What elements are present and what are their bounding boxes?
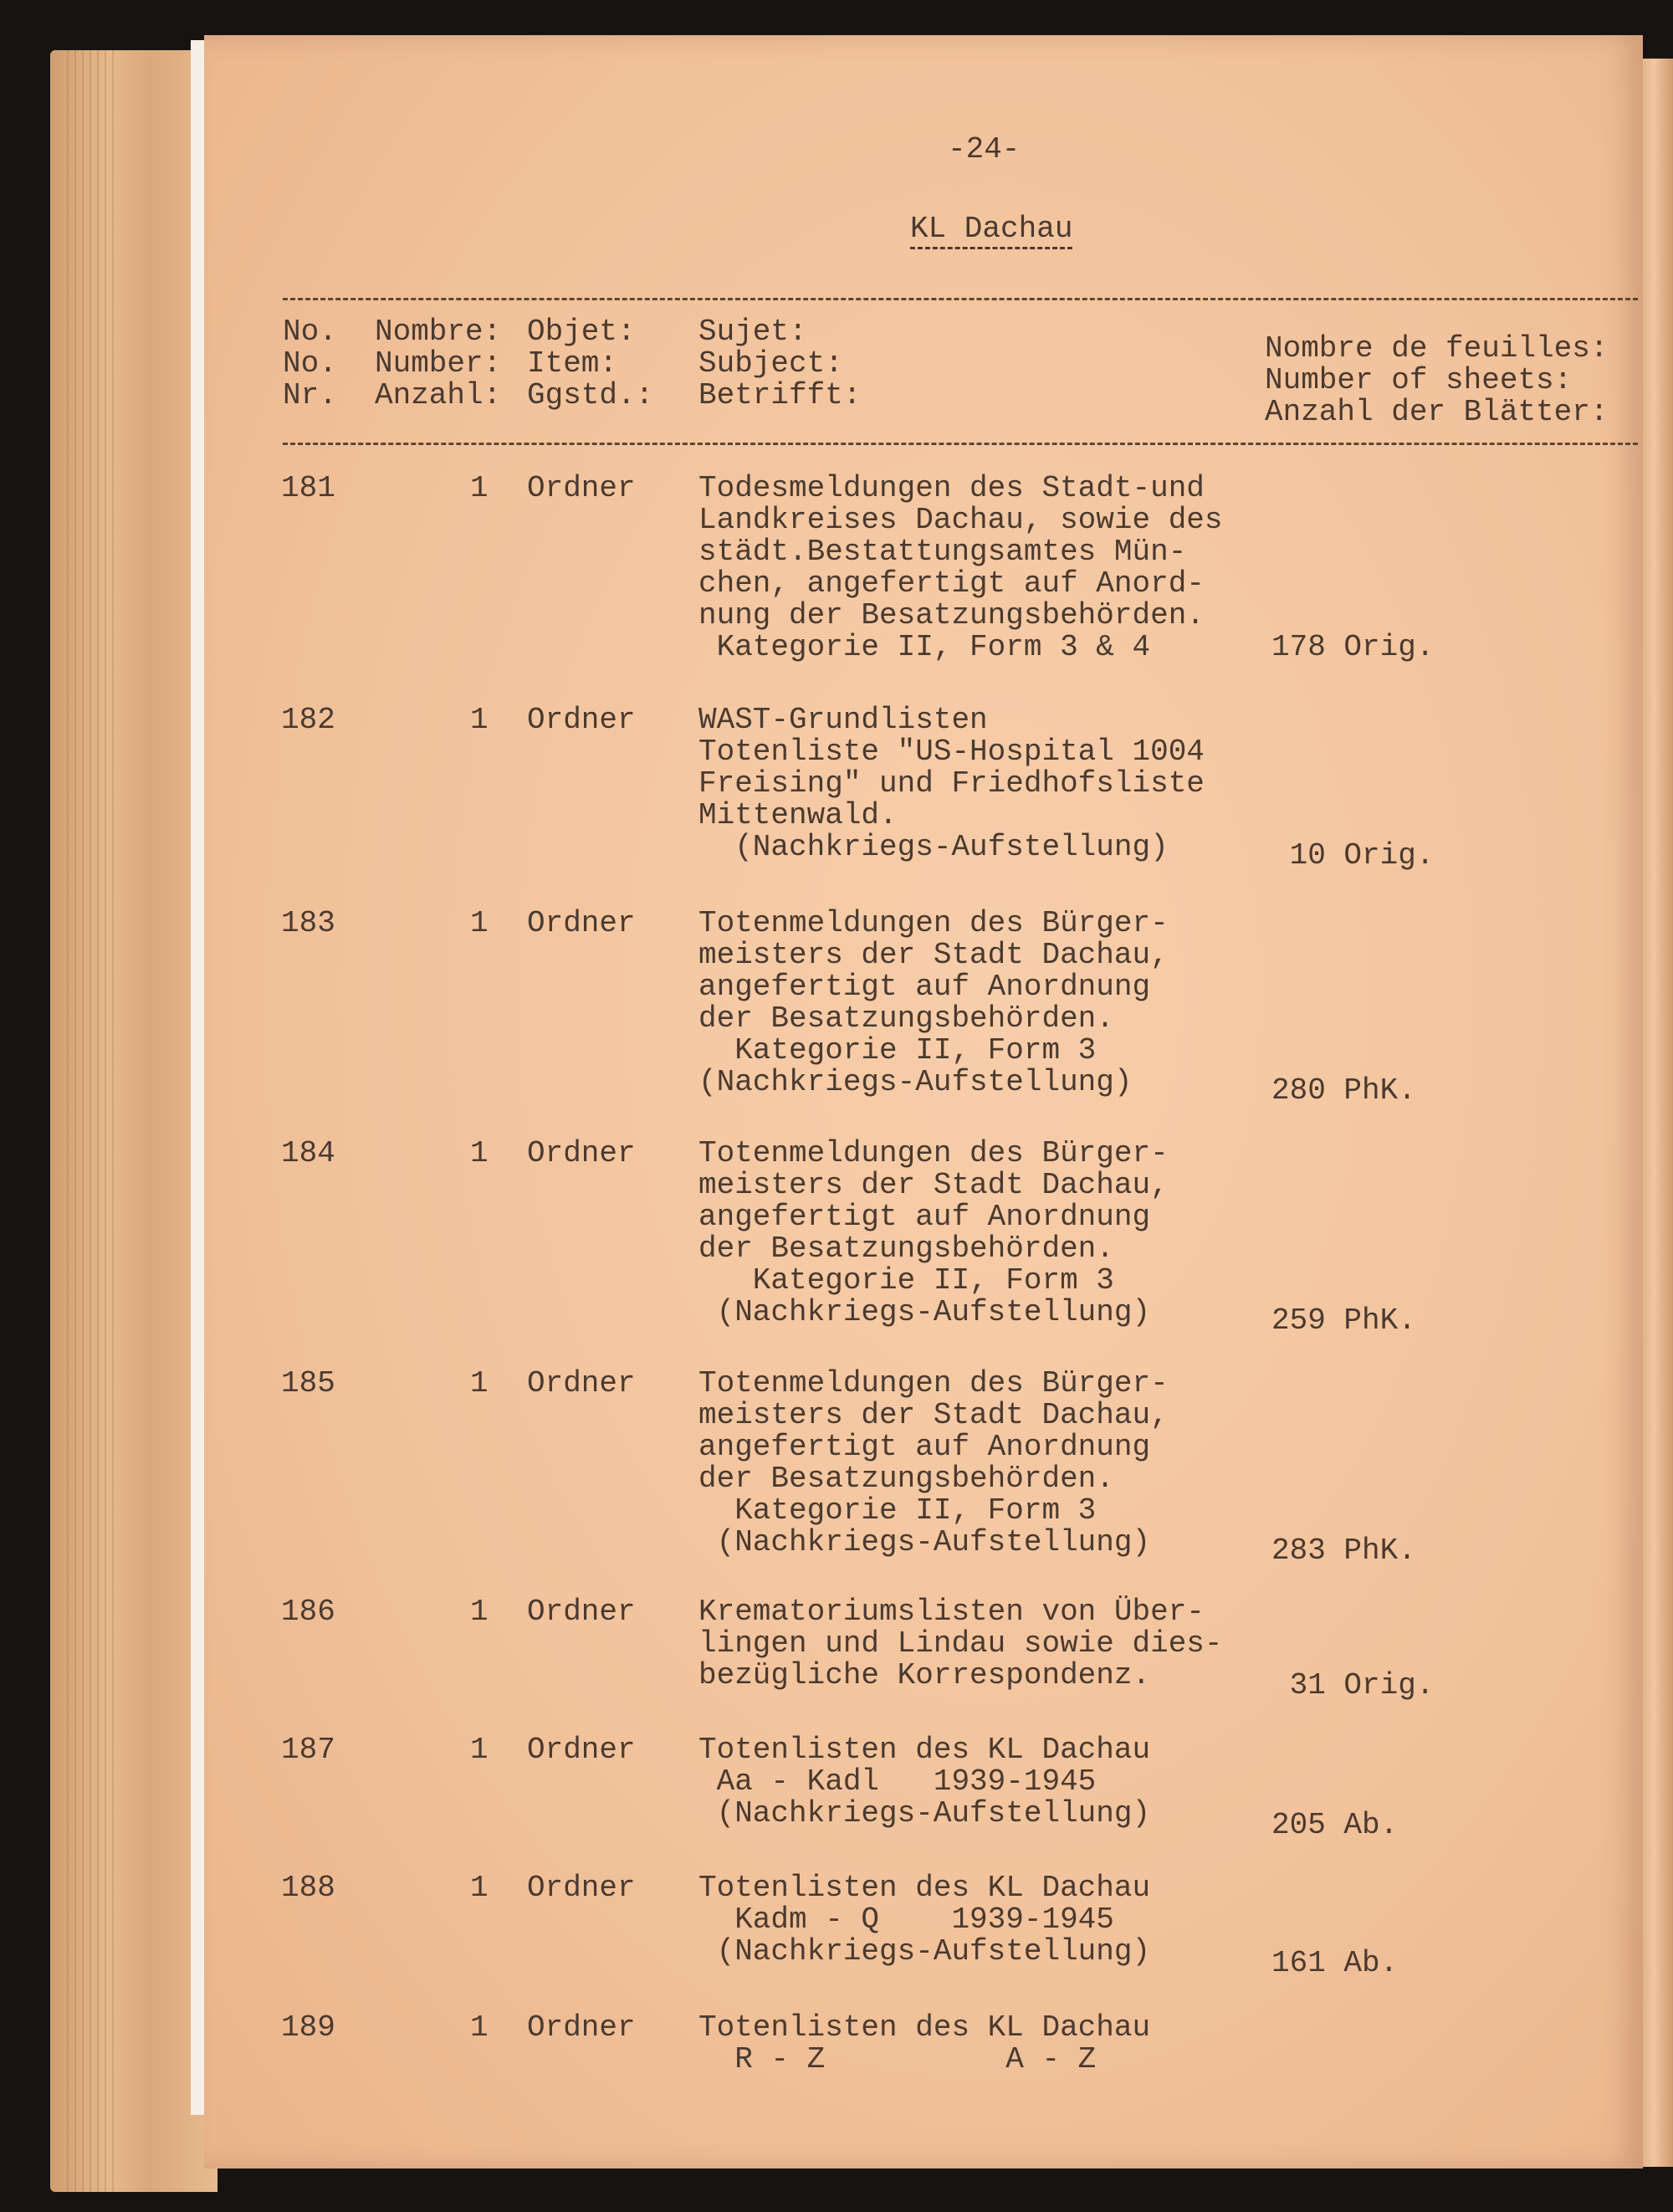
row-quantity: 1 — [470, 703, 489, 737]
row-quantity: 1 — [470, 1595, 489, 1629]
row-item: Ordner — [527, 2010, 636, 2045]
row-subject: Totenlisten des KL Dachau R - Z A - Z — [698, 2010, 1151, 2076]
page-edge — [191, 40, 204, 2115]
row-number: 188 — [281, 1871, 335, 1905]
row-item: Ordner — [527, 471, 636, 505]
row-sheets: 280 PhK. — [1271, 1073, 1416, 1108]
row-number: 181 — [281, 471, 335, 505]
row-sheets: 283 PhK. — [1271, 1534, 1416, 1568]
row-number: 187 — [281, 1733, 335, 1767]
row-item: Ordner — [527, 906, 636, 940]
row-number: 182 — [281, 703, 335, 737]
row-subject: Todesmeldungen des Stadt-und Landkreises Dachau, sowie des städt.Bestattungsamtes Mün- chen, angefertigt auf Anord- nung der Besatzungsbehörden. Kategorie II, Form 3 & 4 — [698, 471, 1223, 664]
row-subject: Totenmeldungen des Bürger- meisters der Stadt Dachau, angefertigt auf Anordnung der Besatzungsbehörden. Kategorie II, Form 3 (Nachkriegs-Aufstellung) — [698, 1136, 1169, 1329]
row-quantity: 1 — [470, 1871, 489, 1905]
row-subject: Totenlisten des KL Dachau Aa - Kadl 1939-1945 (Nachkriegs-Aufstellung) — [698, 1733, 1151, 1831]
row-quantity: 1 — [470, 906, 489, 940]
row-item: Ordner — [527, 1733, 636, 1767]
row-sheets: 178 Orig. — [1271, 630, 1435, 664]
row-number: 186 — [281, 1595, 335, 1629]
row-subject: Krematoriumslisten von Über- lingen und Lindau sowie dies- bezügliche Korrespondenz. — [698, 1595, 1223, 1692]
row-number: 184 — [281, 1136, 335, 1170]
row-item: Ordner — [527, 1366, 636, 1400]
column-header-number: Nombre: Number: Anzahl: — [375, 315, 502, 412]
row-sheets: 205 Ab. — [1271, 1808, 1399, 1842]
header-rule-bottom — [283, 443, 1638, 445]
row-sheets: 259 PhK. — [1271, 1303, 1416, 1338]
row-quantity: 1 — [470, 1136, 489, 1170]
column-header-item: Objet: Item: Ggstd.: — [527, 315, 654, 412]
column-header-subject: Sujet: Subject: Betrifft: — [698, 315, 862, 412]
row-quantity: 1 — [470, 1366, 489, 1400]
page-title: KL Dachau — [910, 213, 1072, 249]
row-item: Ordner — [527, 1136, 636, 1170]
row-number: 189 — [281, 2010, 335, 2045]
row-subject: WAST-Grundlisten Totenliste "US-Hospital 1004 Freising" und Friedhofsliste Mittenwald. (Nachkriegs-Aufstellung) — [698, 703, 1205, 864]
row-subject: Totenlisten des KL Dachau Kadm - Q 1939-1945 (Nachkriegs-Aufstellung) — [698, 1871, 1151, 1969]
row-item: Ordner — [527, 1871, 636, 1905]
row-quantity: 1 — [470, 1733, 489, 1767]
row-quantity: 1 — [470, 2010, 489, 2045]
page-number: -24- — [948, 132, 1021, 166]
header-rule-top — [283, 298, 1638, 300]
row-quantity: 1 — [470, 471, 489, 505]
row-subject: Totenmeldungen des Bürger- meisters der Stadt Dachau, angefertigt auf Anordnung der Besatzungsbehörden. Kategorie II, Form 3 (Nachkriegs-Aufstellung) — [698, 1366, 1169, 1559]
row-sheets: 161 Ab. — [1271, 1946, 1399, 1980]
column-header-no: No. No. Nr. — [283, 315, 337, 412]
row-sheets: 10 Orig. — [1271, 838, 1435, 873]
row-item: Ordner — [527, 703, 636, 737]
column-header-sheets: Nombre de feuilles: Number of sheets: Anzahl der Blätter: — [1265, 331, 1609, 429]
row-sheets: 31 Orig. — [1271, 1668, 1435, 1703]
row-subject: Totenmeldungen des Bürger- meisters der Stadt Dachau, angefertigt auf Anordnung der Besatzungsbehörden. Kategorie II, Form 3 (Nachkriegs-Aufstellung) — [698, 906, 1169, 1099]
row-number: 185 — [281, 1366, 335, 1400]
row-number: 183 — [281, 906, 335, 940]
row-item: Ordner — [527, 1595, 636, 1629]
